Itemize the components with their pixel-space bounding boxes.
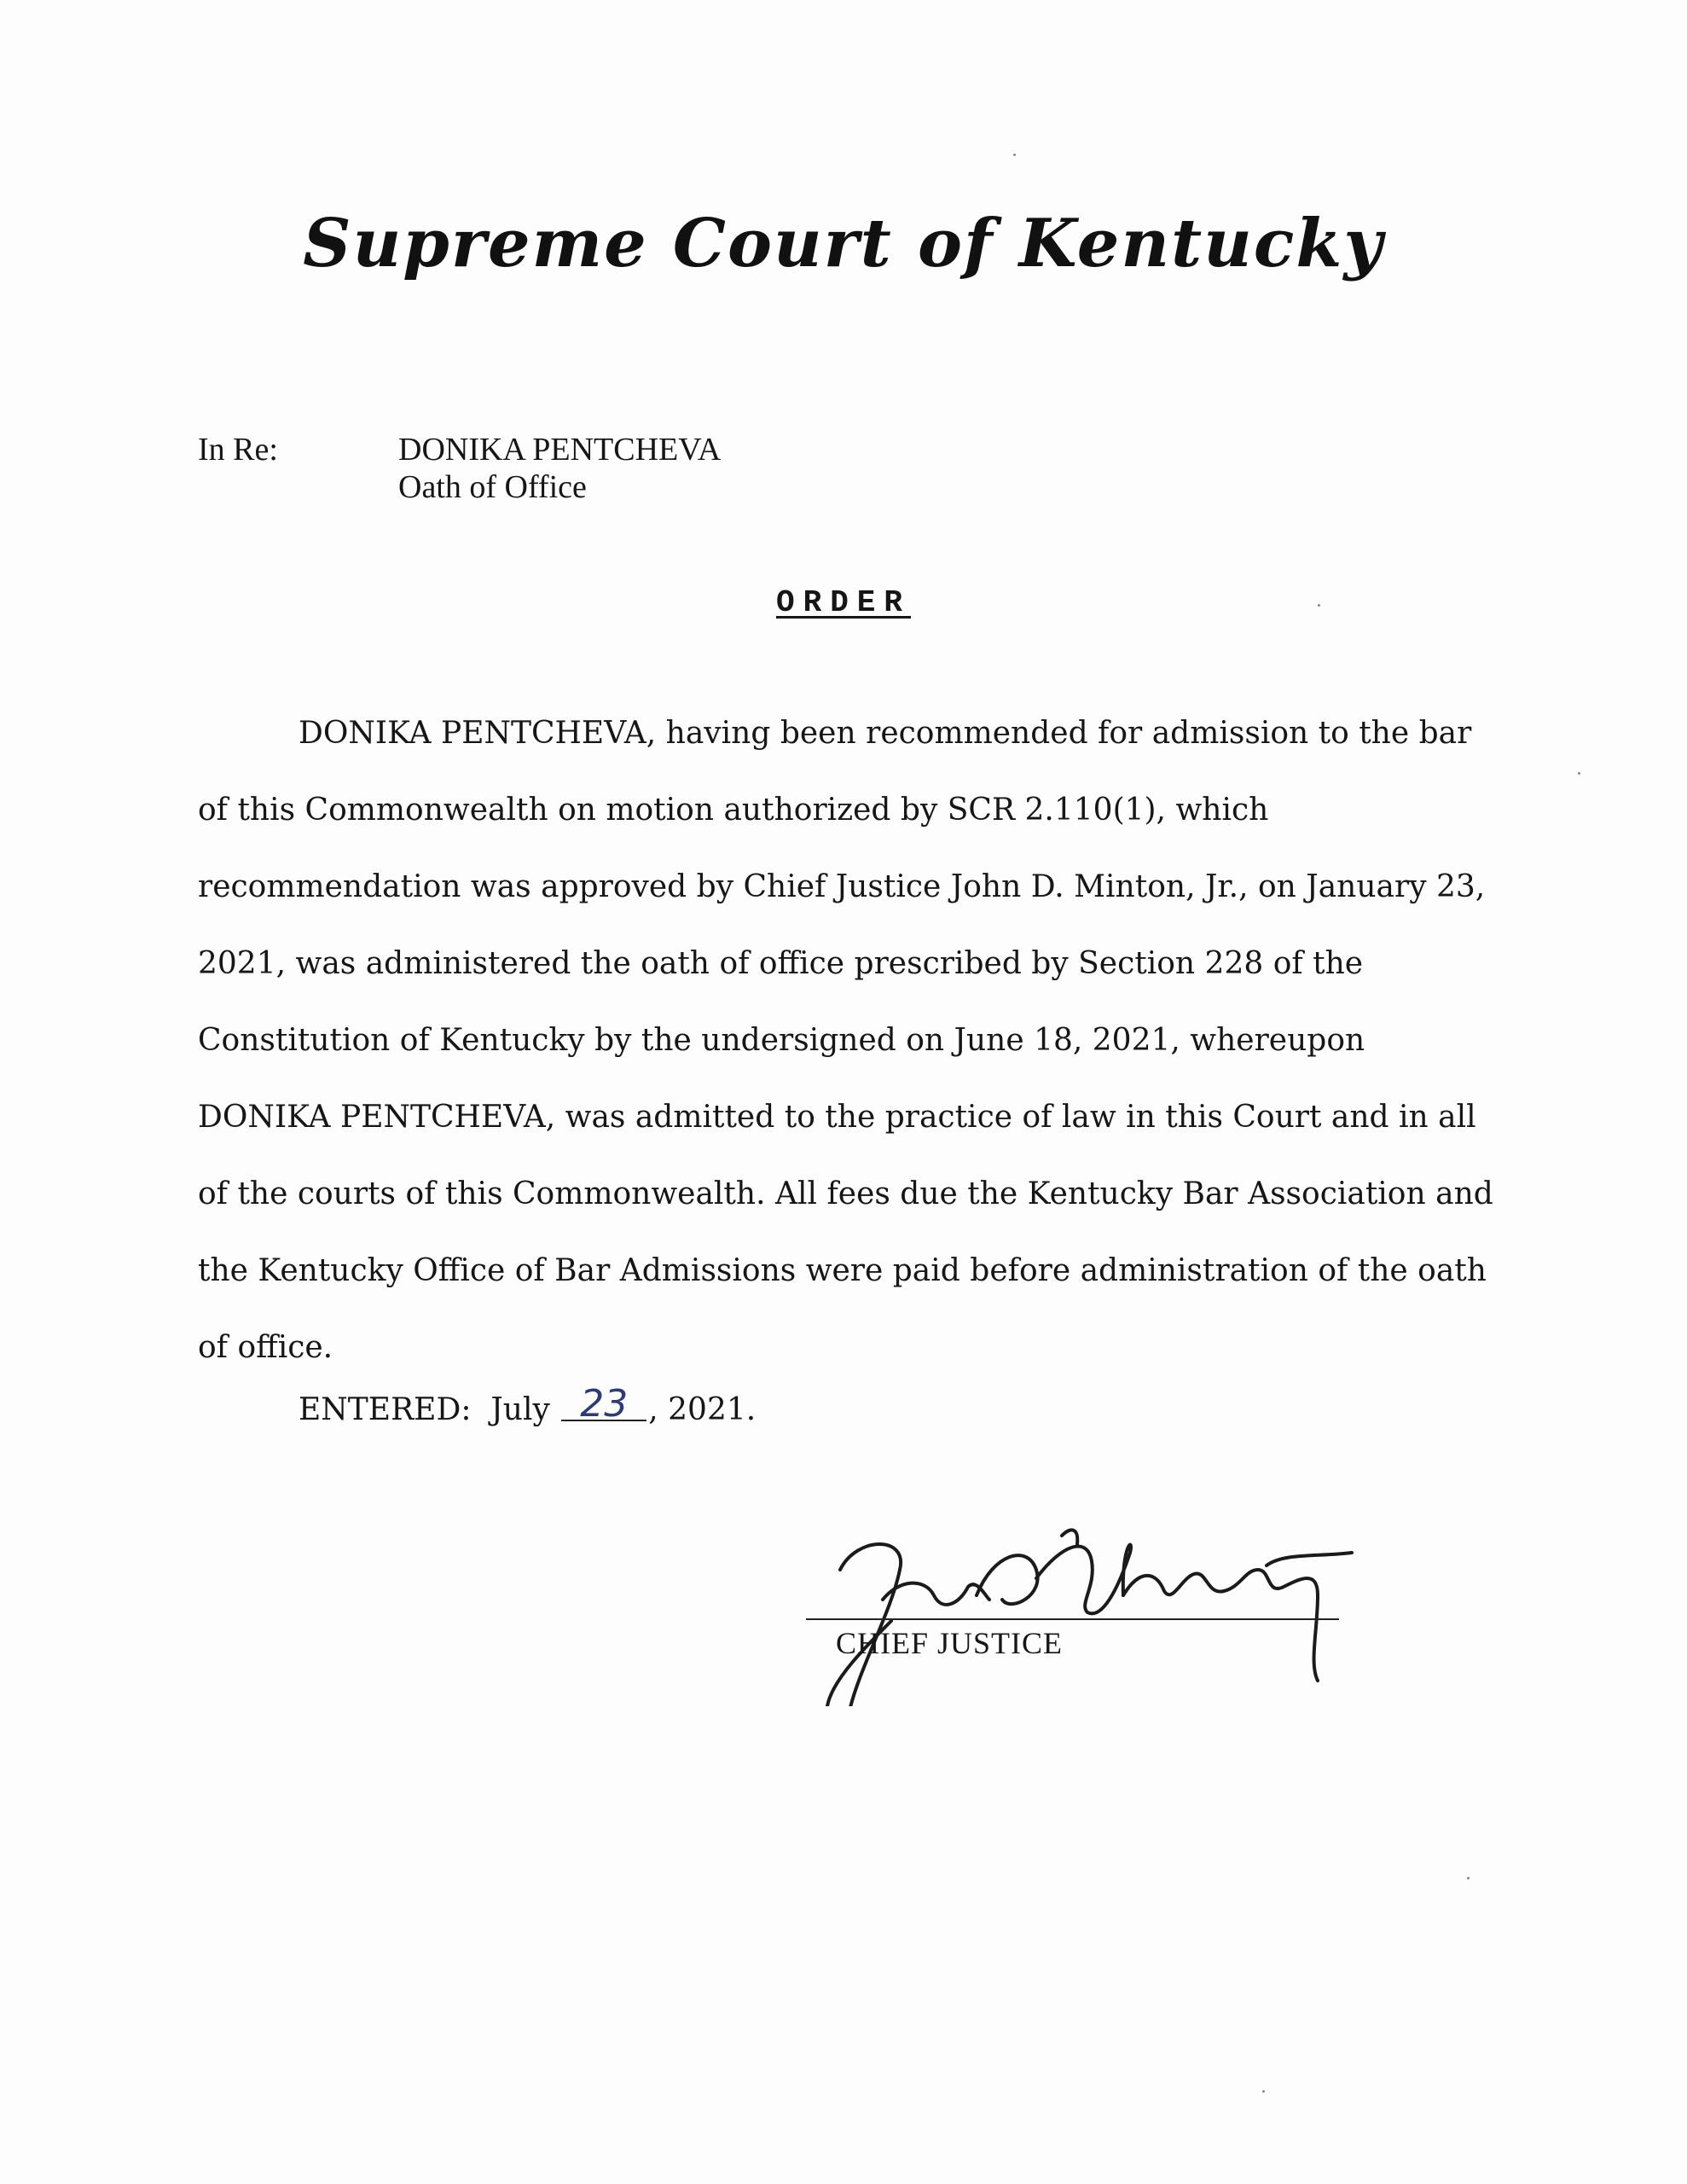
order-body: DONIKA PENTCHEVA, having been recommended for admission to the bar of this Commonwealth on motion authorized by SCR 2.110(1), which recommendation was approved by Chief Justice John D. Minton, Jr., on January 23, 2021, was administered the oath of office prescribed by Section 228 of the Constitution of Kentucky by the undersigned on June 18, 2021, whereupon DONIKA PENTCHEVA, was admitted to the practice of law in this Court and in all of the courts of this Commonwealth. All fees due the Kentucky Bar Association and the Kentucky Office of Bar Admissions were paid before administration of the oath of office. xyxy=(198,716,1493,1365)
entered-day-handwritten: 23 xyxy=(561,1389,646,1421)
scan-speck xyxy=(1467,1877,1470,1879)
signature-line xyxy=(806,1618,1339,1620)
in-re-block xyxy=(398,431,721,506)
in-re-name: DONIKA PENTCHEVA xyxy=(398,432,722,468)
scan-speck xyxy=(1318,604,1320,607)
signature-image xyxy=(806,1519,1386,1706)
in-re-label: In Re: xyxy=(198,432,278,468)
entered-label: ENTERED: xyxy=(299,1392,472,1427)
order-heading: ORDER xyxy=(775,585,912,620)
scan-speck xyxy=(1578,772,1580,775)
entered-month: July xyxy=(490,1392,550,1427)
in-re-subject: Oath of Office xyxy=(398,469,587,505)
scan-speck xyxy=(1013,154,1016,156)
entered-year: , 2021. xyxy=(648,1392,757,1427)
signature-title: CHIEF JUSTICE xyxy=(836,1626,1064,1660)
court-title: Supreme Court of Kentucky xyxy=(303,205,1384,282)
scan-speck xyxy=(1262,2090,1265,2093)
entered-line xyxy=(299,1382,757,1427)
